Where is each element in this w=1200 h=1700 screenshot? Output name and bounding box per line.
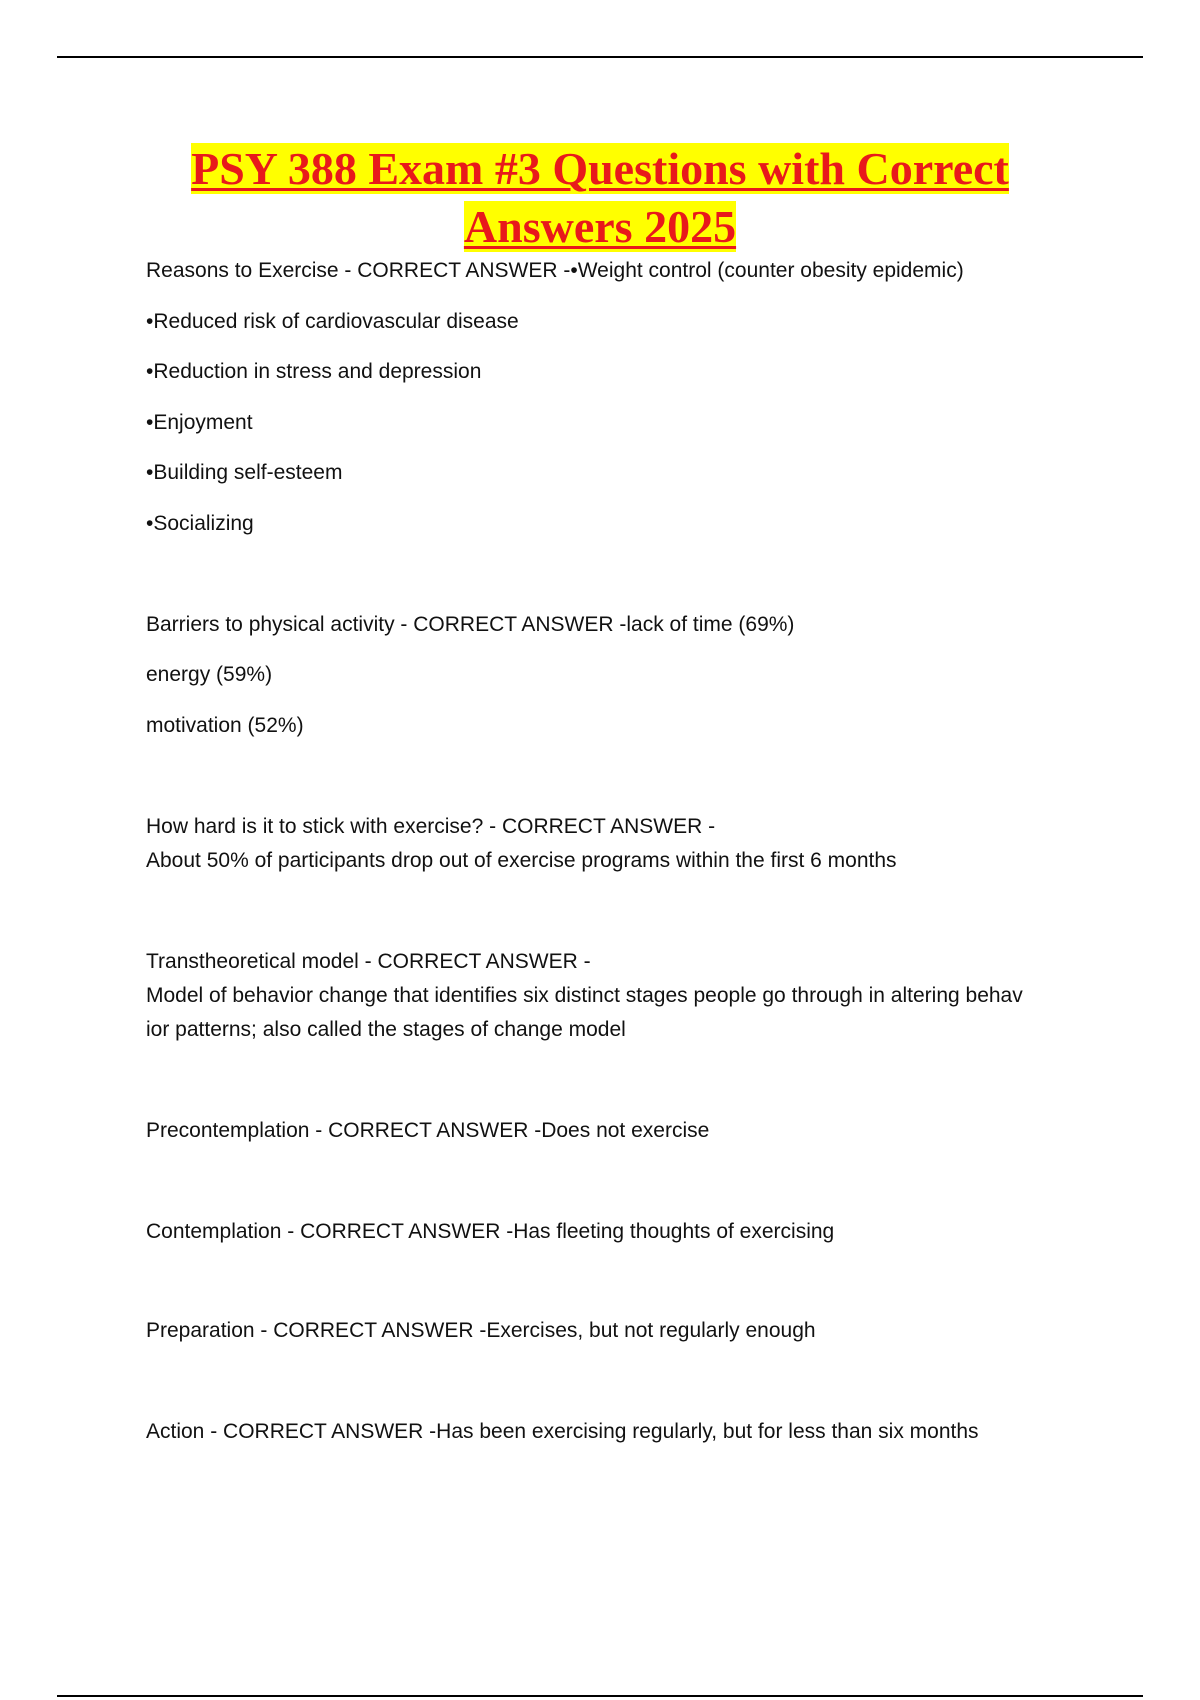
reasons-bullet-2: •Reduction in stress and depression — [146, 360, 482, 383]
title-line-1: PSY 388 Exam #3 Questions with Correct — [191, 143, 1009, 194]
top-rule — [57, 56, 1143, 58]
reasons-bullet-4: •Building self-esteem — [146, 461, 343, 484]
contemplation-item: Contemplation - CORRECT ANSWER -Has fleeting thoughts of exercising — [146, 1220, 835, 1243]
title-line-2: Answers 2025 — [463, 201, 737, 252]
transtheoretical-answer-line-1: Model of behavior change that identifies six distinct stages people go through in altering behav — [146, 984, 1023, 1007]
stick-answer: About 50% of participants drop out of exercise programs within the first 6 months — [146, 849, 897, 872]
transtheoretical-question: Transtheoretical model - CORRECT ANSWER - — [146, 950, 591, 973]
barriers-energy: energy (59%) — [146, 663, 273, 686]
bottom-rule — [57, 1695, 1143, 1697]
stick-question: How hard is it to stick with exercise? - CORRECT ANSWER - — [146, 815, 716, 838]
reasons-bullet-5: •Socializing — [146, 512, 254, 535]
reasons-question: Reasons to Exercise - CORRECT ANSWER -•Weight control (counter obesity epidemic) — [146, 259, 964, 282]
document-title — [0, 140, 1200, 256]
preparation-item: Preparation - CORRECT ANSWER -Exercises, but not regularly enough — [146, 1319, 816, 1342]
transtheoretical-answer-line-2: ior patterns; also called the stages of change model — [146, 1018, 626, 1041]
precontemplation-item: Precontemplation - CORRECT ANSWER -Does not exercise — [146, 1119, 710, 1142]
barriers-question: Barriers to physical activity - CORRECT ANSWER -lack of time (69%) — [146, 613, 795, 636]
barriers-motivation: motivation (52%) — [146, 714, 304, 737]
action-item: Action - CORRECT ANSWER -Has been exercising regularly, but for less than six months — [146, 1420, 979, 1443]
reasons-bullet-1: •Reduced risk of cardiovascular disease — [146, 310, 519, 333]
reasons-bullet-3: •Enjoyment — [146, 411, 253, 434]
